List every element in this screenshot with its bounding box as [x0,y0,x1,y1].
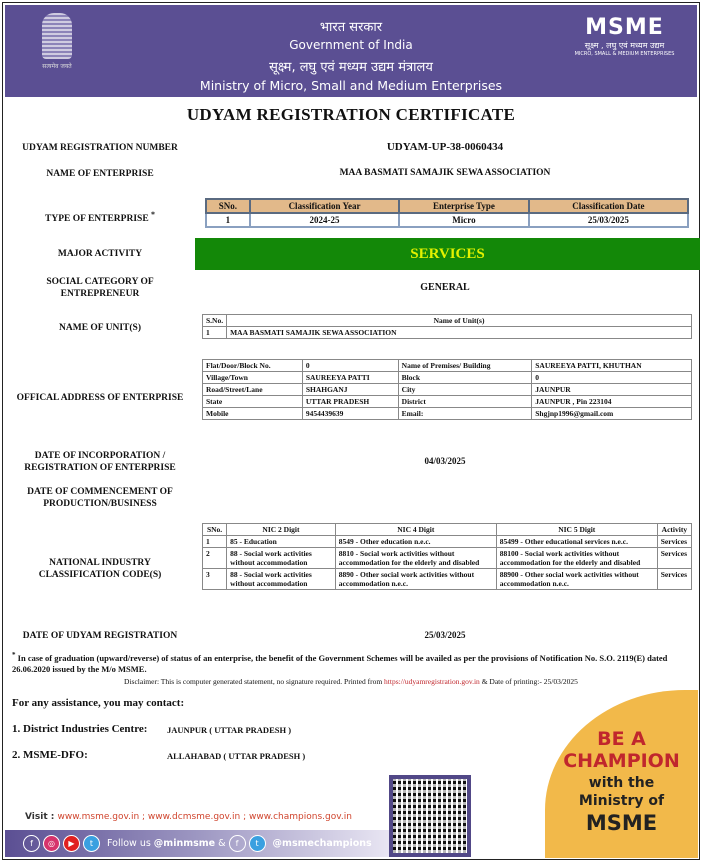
dic-value: JAUNPUR ( UTTAR PRADESH ) [167,725,292,735]
dfo-value: ALLAHABAD ( UTTAR PRADESH ) [167,751,306,761]
nic-label: NATIONAL INDUSTRY CLASSIFICATION CODE(S) [38,558,162,580]
table-cell: 85499 - Other educational services n.e.c. [496,536,657,548]
table-cell: 88 - Social work activities without accommodation [227,548,336,569]
handle-minmsme[interactable]: @minmsme [153,838,216,849]
table-cell: JAUNPUR [532,384,692,396]
gov-title: Government of India [289,38,413,52]
reg-no-label: UDYAM REGISTRATION NUMBER [22,143,178,153]
national-emblem-icon: सत्यमेव जयते [37,13,77,81]
table-cell: JAUNPUR , Pin 223104 [532,396,692,408]
table-cell: Flat/Door/Block No. [203,360,303,372]
table-cell: Services [657,536,691,548]
table-cell: 0 [532,372,692,384]
column-header: S.No. [203,315,227,327]
table-cell: Name of Premises/ Building [398,360,532,372]
column-header: Activity [657,524,691,536]
table-cell: SAUREEYA PATTI, KHUTHAN [532,360,692,372]
table-row [203,569,692,590]
column-header: Classification Year [250,199,399,213]
table-cell: 1 [206,213,250,227]
table-cell: 88 - Social work activities without accommodation [227,569,336,590]
table-cell: Block [398,372,532,384]
column-header: NIC 4 Digit [335,524,496,536]
table-cell: Services [657,569,691,590]
table-cell: 88900 - Other social work activities without accommodation n.e.c. [496,569,657,590]
table-row [203,372,692,384]
instagram-icon[interactable]: ◎ [43,835,60,852]
table-cell: 85 - Education [227,536,336,548]
table-row [203,396,692,408]
table-cell: Village/Town [203,372,303,384]
unit-label: NAME OF UNIT(S) [59,323,141,333]
dfo-label: 2. MSME-DFO: [12,749,88,761]
social-category-label: SOCIAL CATEGORY OF ENTREPRENEUR [46,277,154,299]
website-links[interactable]: www.msme.gov.in ; www.dcmsme.gov.in ; www.champions.gov.in [57,812,352,822]
twitter-icon[interactable]: t [249,835,266,852]
table-header [203,524,692,536]
column-header: SNo. [206,199,250,213]
table-row [203,548,692,569]
name-value: MAA BASMATI SAMAJIK SEWA ASSOCIATION [339,168,551,178]
table-cell: City [398,384,532,396]
table-header [206,199,688,213]
column-header: Enterprise Type [399,199,528,213]
table-cell: Services [657,548,691,569]
table-cell: District [398,396,532,408]
table-cell: Shgjnp1996@gmail.com [532,408,692,420]
udyam-date-value: 25/03/2025 [424,630,466,640]
major-activity-label: MAJOR ACTIVITY [57,249,143,259]
msme-logo: MSME सूक्ष्म , लघु एवं मध्यम उद्यम MICRO, SMALL & MEDIUM ENTERPRISES [574,15,675,57]
table-cell: Email: [398,408,532,420]
champion-badge: BE A CHAMPION with the Ministry of MSME [545,690,698,858]
address-label: OFFICAL ADDRESS OF ENTERPRISE [16,393,184,403]
major-activity-value: SERVICES [195,238,700,270]
table-cell: 2 [203,548,227,569]
name-label: NAME OF ENTERPRISE [46,169,154,179]
handle-msmechampions[interactable]: @msmechampions [272,838,372,849]
qr-code-icon [389,775,471,857]
youtube-icon[interactable]: ▶ [63,835,80,852]
table-cell: MAA BASMATI SAMAJIK SEWA ASSOCIATION [227,327,692,339]
table-cell: 1 [203,327,227,339]
column-header: Classification Date [529,199,688,213]
table-cell: Road/Street/Lane [203,384,303,396]
facebook-icon[interactable]: f [229,835,246,852]
table-cell: 8890 - Other social work activities without accommodation n.e.c. [335,569,496,590]
address-table [202,359,692,420]
table-cell: 3 [203,569,227,590]
table-row [203,360,692,372]
column-header: NIC 5 Digit [496,524,657,536]
table-row [203,384,692,396]
assistance-heading: For any assistance, you may contact: [12,697,185,709]
table-cell: Micro [399,213,528,227]
nic-table [202,523,692,590]
certificate-title: UDYAM REGISTRATION CERTIFICATE [186,105,516,124]
disclaimer: Disclaimer: This is computer generated statement, no signature required. Printed from https://udyamregistration.gov.in & Date of printing:- 25/03/2025 [124,677,578,686]
table-cell: SHAHGANJ [302,384,398,396]
table-cell: 88100 - Social work activities without accommodation for the elderly and disabled [496,548,657,569]
table-cell: 25/03/2025 [529,213,688,227]
visit-links: Visit : www.msme.gov.in ; www.dcmsme.gov.in ; www.champions.gov.in [25,812,352,822]
header-banner [5,5,697,97]
table-cell: 8810 - Social work activities without accommodation for the elderly and disabled [335,548,496,569]
column-header: SNo. [203,524,227,536]
classification-table [205,198,689,228]
table-header [203,315,692,327]
column-header: Name of Unit(s) [227,315,692,327]
table-row [203,327,692,339]
commencement-label: DATE OF COMMENCEMENT OF PRODUCTION/BUSINESS [27,487,173,509]
incorporation-value: 04/03/2025 [424,456,466,466]
hindi-gov: भारत सरकार [319,20,383,35]
table-cell: 8549 - Other education n.e.c. [335,536,496,548]
social-category-value: GENERAL [420,282,470,293]
table-cell: UTTAR PRADESH [302,396,398,408]
units-table [202,314,692,339]
twitter-icon[interactable]: t [83,835,100,852]
table-row [206,213,688,227]
incorporation-label: DATE OF INCORPORATION / REGISTRATION OF ENTERPRISE [24,451,176,473]
column-header: NIC 2 Digit [227,524,336,536]
social-bar: f ◎ ▶ t Follow us @minmsme & f t @msmechampions [5,830,390,857]
table-cell: Mobile [203,408,303,420]
udyam-date-label: DATE OF UDYAM REGISTRATION [22,631,178,641]
graduation-note: * In case of graduation (upward/reverse) of status of an enterprise, the benefit of the Government Schemes will be availed as per the provisions of Notification No. S.O. 2119(E) dated 26.06.2020 issued by the M/o MSME. [12,651,668,674]
table-row [203,536,692,548]
ministry-title: Ministry of Micro, Small and Medium Enterprises [199,78,503,93]
hindi-ministry: सूक्ष्म, लघु एवं मध्यम उद्यम मंत्रालय [269,60,433,75]
table-row [203,408,692,420]
table-cell: State [203,396,303,408]
table-cell: 1 [203,536,227,548]
table-cell: 9454439639 [302,408,398,420]
table-cell: 2024-25 [250,213,399,227]
table-cell: 0 [302,360,398,372]
table-cell: SAUREEYA PATTI [302,372,398,384]
reg-no-value: UDYAM-UP-38-0060434 [386,141,504,153]
type-label: TYPE OF ENTERPRISE * [45,210,155,225]
dic-label: 1. District Industries Centre: [12,723,148,735]
udyam-link[interactable]: https://udyamregistration.gov.in [384,677,480,686]
facebook-icon[interactable]: f [23,835,40,852]
